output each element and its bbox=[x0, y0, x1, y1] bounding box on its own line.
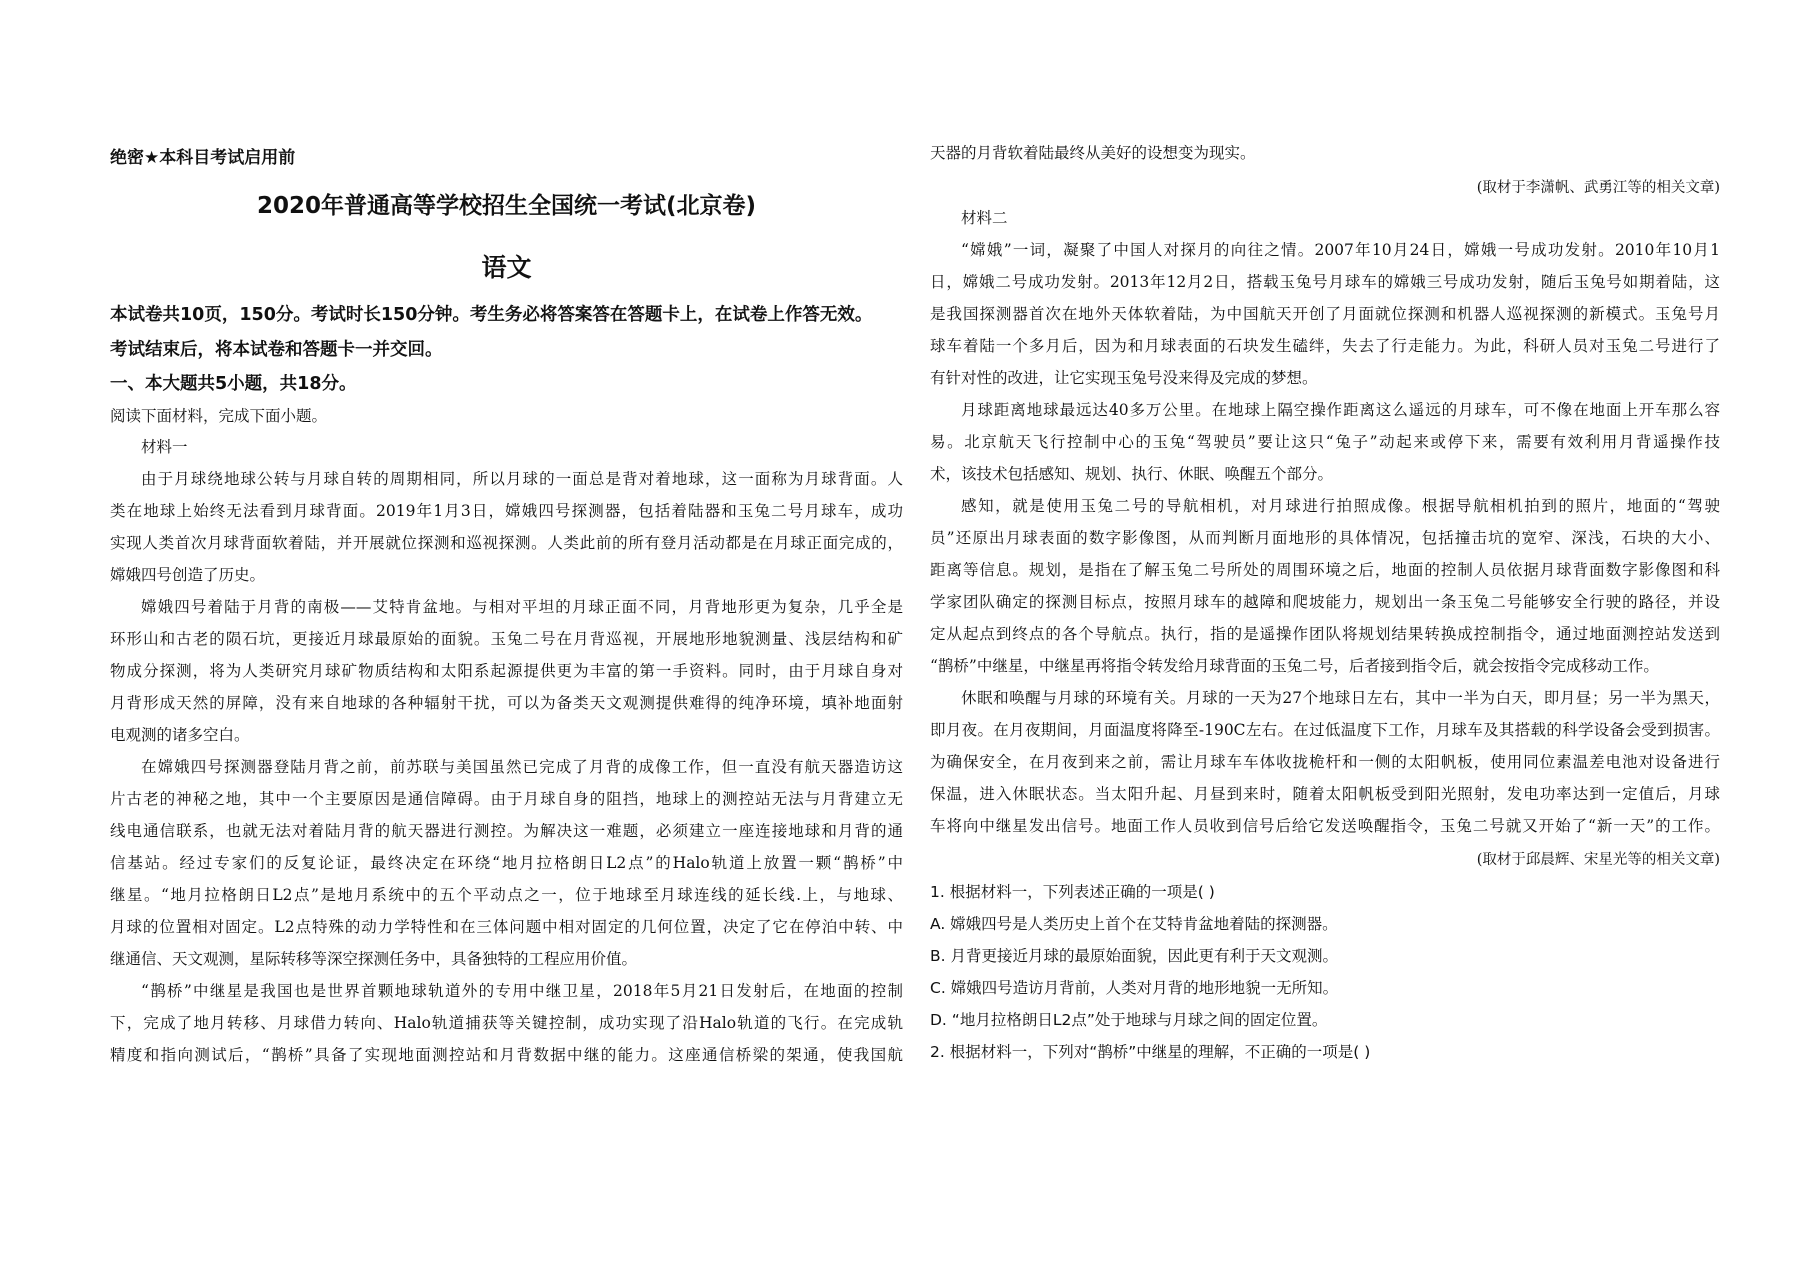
reading-intro: 阅读下面材料，完成下面小题。 bbox=[110, 407, 328, 425]
body-line: 信基站。经过专家们的反复论证，最终决定在环绕“地月拉格朗日L2点”的Halo轨道上放置一颗“鹊桥”中 bbox=[110, 854, 903, 872]
body-line: 是我国探测器首次在地外天体软着陆，为中国航天开创了月面就位探测和机器人巡视探测的新模式。玉兔号月 bbox=[930, 305, 1720, 323]
option-c: C. 嫦娥四号造访月背前，人类对月背的地形地貌一无所知。 bbox=[930, 979, 1339, 997]
body-line: 车将向中继星发出信号。地面工作人员收到信号后给它发送唤醒指令，玉兔二号就又开始了“新一天”的工作。 bbox=[930, 817, 1720, 835]
body-line: 月背形成天然的屏障，没有来自地球的各种辐射干扰，可以为备类天文观测提供难得的纯净环境，填补地面射 bbox=[110, 694, 903, 712]
material-one-label: 材料一 bbox=[141, 438, 188, 456]
question-2: 2. 根据材料一，下列对“鹊桥”中继星的理解，不正确的一项是( ) bbox=[930, 1043, 1371, 1061]
option-b: B. 月背更接近月球的最原始面貌，因此更有利于天文观测。 bbox=[930, 947, 1338, 965]
classified-mark: 绝密★本科目考试启用前 bbox=[110, 148, 296, 168]
body-line: 类在地球上始终无法看到月球背面。2019年1月3日，嫦娥四号探测器，包括着陆器和玉兔二号月球车，成功 bbox=[110, 502, 903, 520]
body-line: 为确保安全，在月夜到来之前，需让月球车车体收拢桅杆和一侧的太阳帆板，使用同位素温差电池对设备进行 bbox=[930, 753, 1720, 771]
body-line: 环形山和古老的陨石坑，更接近月球最原始的面貌。玉兔二号在月背巡视，开展地形地貌测量、浅层结构和矿 bbox=[110, 630, 903, 648]
body-line: 球车着陆一个多月后，因为和月球表面的石块发生磕绊，失去了行走能力。为此，科研人员对玉兔二号进行了 bbox=[930, 337, 1720, 355]
body-line: 感知，就是使用玉兔二号的导航相机，对月球进行拍照成像。根据导航相机拍到的照片，地面的“驾驶 bbox=[961, 497, 1720, 515]
option-d: D. “地月拉格朗日L2点”处于地球与月球之间的固定位置。 bbox=[930, 1011, 1328, 1029]
material-two-source: (取材于邱晨辉、宋星光等的相关文章) bbox=[1476, 852, 1720, 868]
body-line: “鹊桥”中继星是我国也是世界首颗地球轨道外的专用中继卫星，2018年5月21日发射后，在地面的控制 bbox=[141, 982, 903, 1000]
body-line: 嫦娥四号着陆于月背的南极——艾特肯盆地。与相对平坦的月球正面不同，月背地形更为复杂，几乎全是 bbox=[141, 598, 903, 616]
body-line: 学家团队确定的探测目标点，按照月球车的越障和爬坡能力，规划出一条玉兔二号能够安全行驶的路径，并设 bbox=[930, 593, 1720, 611]
body-line: 易。北京航天飞行控制中心的玉兔“驾驶员”要让这只“兔子”动起来或停下来，需要有效利用月背遥操作技 bbox=[930, 433, 1720, 451]
instruction-line: 考试结束后，将本试卷和答题卡一并交回。 bbox=[110, 340, 443, 360]
option-a: A. 嫦娥四号是人类历史上首个在艾特肯盆地着陆的探测器。 bbox=[930, 915, 1338, 933]
body-line: 嫦娥四号创造了历史。 bbox=[110, 566, 266, 584]
body-line: 继星。“地月拉格朗日L2点”是地月系统中的五个平动点之一，位于地球至月球连线的延长线.上，与地球、 bbox=[110, 886, 903, 904]
body-line: 员”还原出月球表面的数字影像图，从而判断月面地形的具体情况，包括撞击坑的宽窄、深浅，石块的大小、 bbox=[930, 529, 1720, 547]
body-line: 月球距离地球最远达40多万公里。在地球上隔空操作距离这么遥远的月球车，可不像在地面上开车那么容 bbox=[961, 401, 1720, 419]
body-line: 电观测的诸多空白。 bbox=[110, 726, 250, 744]
body-line: 物成分探测，将为人类研究月球矿物质结构和太阳系起源提供更为丰富的第一手资料。同时，由于月球自身对 bbox=[110, 662, 903, 680]
body-line: 由于月球绕地球公转与月球自转的周期相同，所以月球的一面总是背对着地球，这一面称为月球背面。人 bbox=[141, 470, 903, 488]
body-line: 精度和指向测试后，“鹊桥”具备了实现地面测控站和月背数据中继的能力。这座通信桥梁的架通，使我国航 bbox=[110, 1046, 903, 1064]
body-line: 片古老的神秘之地，其中一个主要原因是通信障碍。由于月球自身的阻挡，地球上的测控站无法与月背建立无 bbox=[110, 790, 903, 808]
body-line: 日，嫦娥二号成功发射。2013年12月2日，搭载玉兔号月球车的嫦娥三号成功发射，随后玉兔号如期着陆，这 bbox=[930, 273, 1720, 291]
body-line: 继通信、天文观测，星际转移等深空探测任务中，具备独特的工程应用价值。 bbox=[110, 950, 638, 968]
body-line: 休眠和唤醒与月球的环境有关。月球的一天为27个地球日左右，其中一半为白天，即月昼；另一半为黑天， bbox=[961, 689, 1720, 707]
question-1: 1. 根据材料一，下列表述正确的一项是( ) bbox=[930, 883, 1215, 901]
body-line: 线电通信联系，也就无法对着陆月背的航天器进行测控。为解决这一难题，必须建立一座连接地球和月背的通 bbox=[110, 822, 903, 840]
section-title: 一、本大题共5小题，共18分。 bbox=[110, 374, 357, 394]
instruction-line: 本试卷共10页，150分。考试时长150分钟。考生务必将答案答在答题卡上，在试卷上作答无效。 bbox=[110, 305, 873, 325]
body-line: 月球的位置相对固定。L2点特殊的动力学特性和在三体问题中相对固定的几何位置，决定了它在停泊中转、中 bbox=[110, 918, 903, 936]
body-line: 下，完成了地月转移、月球借力转向、Halo轨道捕获等关键控制，成功实现了沿Halo轨道的飞行。在完成轨 bbox=[110, 1014, 903, 1032]
material-one-source: (取材于李潇帆、武勇江等的相关文章) bbox=[1476, 180, 1720, 196]
body-line: 天器的月背软着陆最终从美好的设想变为现实。 bbox=[930, 144, 1256, 162]
body-line: 距离等信息。规划，是指在了解玉兔二号所处的周围环境之后，地面的控制人员依据月球背面数字影像图和科 bbox=[930, 561, 1720, 579]
body-line: “鹊桥”中继星，中继星再将指令转发给月球背面的玉兔二号，后者接到指令后，就会按指令完成移动工作。 bbox=[930, 657, 1659, 675]
body-line: 在嫦娥四号探测器登陆月背之前，前苏联与美国虽然已完成了月背的成像工作，但一直没有航天器造访这 bbox=[141, 758, 903, 776]
subject-title: 语文 bbox=[481, 253, 532, 282]
body-line: 实现人类首次月球背面软着陆，并开展就位探测和巡视探测。人类此前的所有登月活动都是在月球正面完成的， bbox=[110, 534, 903, 552]
body-line: 保温，进入休眠状态。当太阳升起、月昼到来时，随着太阳帆板受到阳光照射，发电功率达到一定值后，月球 bbox=[930, 785, 1720, 803]
body-line: 即月夜。在月夜期间，月面温度将降至-190C左右。在过低温度下工作，月球车及其搭载的科学设备会受到损害。 bbox=[930, 721, 1720, 739]
body-line: 有针对性的改进，让它实现玉兔号没来得及完成的梦想。 bbox=[930, 369, 1318, 387]
body-line: “嫦娥”一词，凝聚了中国人对探月的向往之情。2007年10月24日，嫦娥一号成功发射。2010年10月1 bbox=[961, 241, 1720, 259]
body-line: 术，该技术包括感知、规划、执行、休眠、唤醒五个部分。 bbox=[930, 465, 1334, 483]
material-two-label: 材料二 bbox=[961, 209, 1008, 227]
exam-title: 2020年普通高等学校招生全国统一考试(北京卷) bbox=[256, 193, 757, 219]
body-line: 定从起点到终点的各个导航点。执行，指的是遥操作团队将规划结果转换成控制指令，通过地面测控站发送到 bbox=[930, 625, 1720, 643]
